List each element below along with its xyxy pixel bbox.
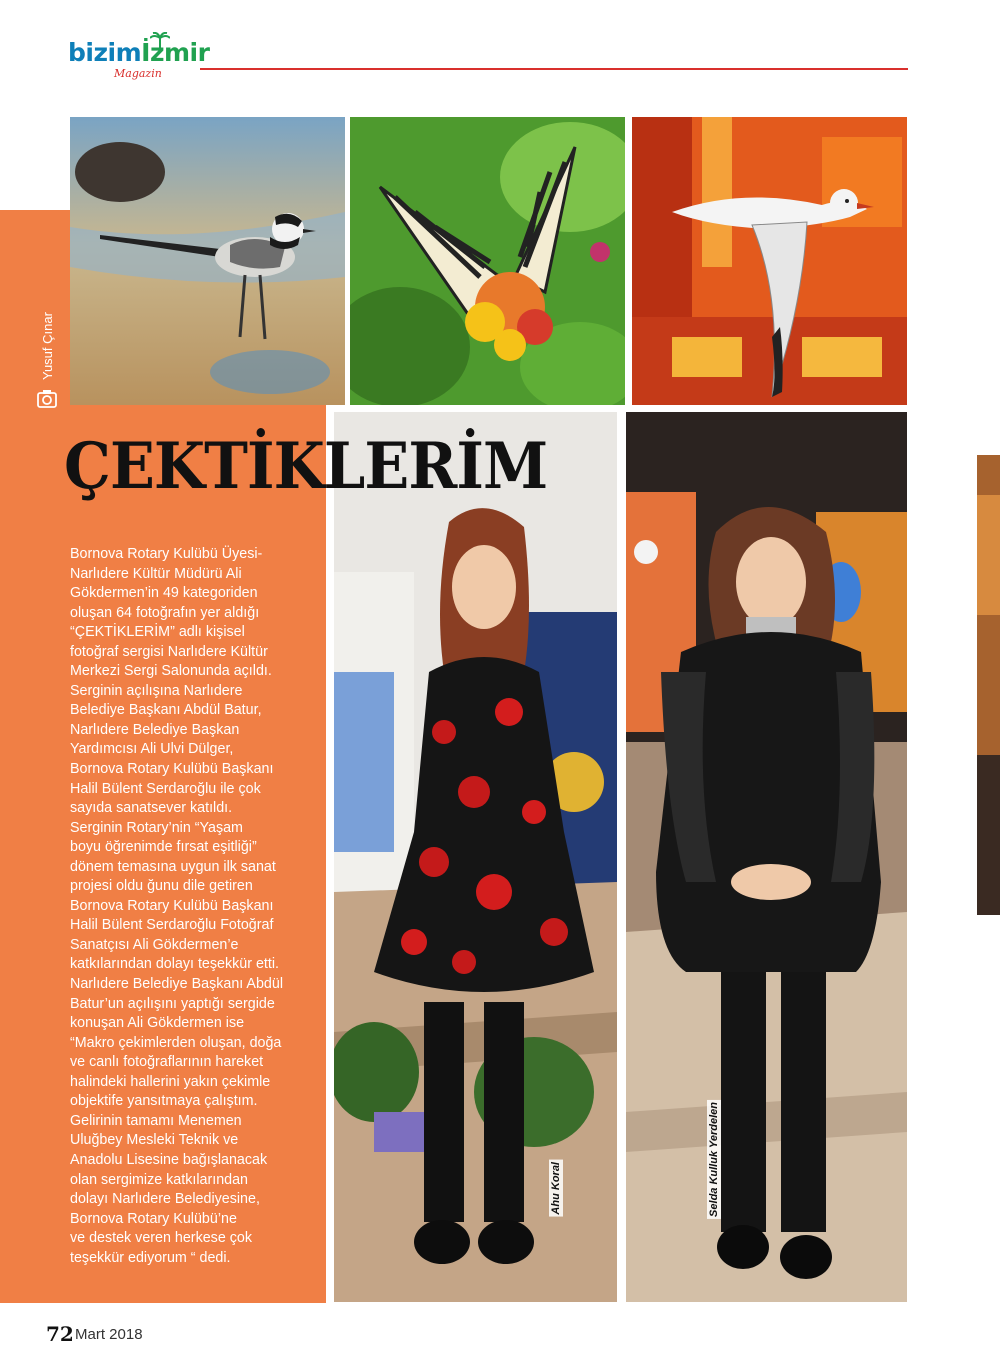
magazine-logo	[68, 38, 218, 88]
photographer-name: Yusuf Çınar	[40, 312, 55, 380]
article-body-line: olan sergimize katkılarından	[70, 1171, 249, 1188]
photo-cropped-edge	[977, 455, 1000, 915]
article-body-line: ve canlı fotoğraflarının hareket	[70, 1054, 264, 1071]
article-body-line: Merkezi Sergi Salonunda açıldı.	[70, 663, 272, 680]
article-body-line: Narlıdere Kültür Müdürü Ali	[70, 565, 242, 582]
palm-tree-icon	[150, 32, 170, 48]
article-body-line: ve destek veren herkese çok	[70, 1230, 252, 1247]
header-rule	[200, 68, 908, 70]
article-body-line: Serginin Rotary’nin “Yaşam	[70, 819, 243, 836]
photo-ahu-koral	[334, 412, 617, 1302]
article-body-line: Halil Bülent Serdaroğlu ile çok	[70, 780, 261, 797]
issue-date: Mart 2018	[75, 1326, 143, 1343]
article-body-line: oluşan 64 fotoğrafın yer aldığı	[70, 604, 260, 621]
article-body-line: Gökdermen’in 49 kategoriden	[70, 585, 258, 602]
article-body-line: Bornova Rotary Kulübü Başkanı	[70, 761, 274, 778]
article-body-line: katkılarından dolayı teşekkür etti.	[70, 956, 280, 973]
article-body-line: sayıda sanatsever katıldı.	[70, 800, 233, 817]
article-body-line: fotoğraf sergisi Narlıdere Kültür	[70, 643, 268, 660]
article-body-line: konuşan Ali Gökdermen ise	[70, 1015, 245, 1032]
article-body-line: “ÇEKTİKLERİM” adlı kişisel	[70, 624, 245, 641]
article-body-line: teşekkür ediyorum “ dedi.	[70, 1249, 231, 1266]
article-body-line: dönem temasına uygun ilk sanat	[70, 858, 276, 875]
article-title: ÇEKTİKLERİM	[64, 429, 548, 504]
photo-wagtail	[70, 117, 345, 405]
photo-butterfly	[350, 117, 625, 405]
logo-text-izmir: İzmir	[141, 38, 210, 67]
article-body	[70, 545, 325, 1268]
logo-subtitle: Magazin	[114, 67, 162, 80]
article-body-line: Narlıdere Belediye Başkanı Abdül	[70, 976, 283, 993]
article-body-line: projesi oldu ğunu dile getiren	[70, 878, 253, 895]
article-body-line: Serginin açılışına Narlıdere	[70, 682, 243, 699]
photo-seagull	[632, 117, 907, 405]
logo-text-bizim: bizim	[68, 38, 142, 67]
article-body-line: Batur’un açılışını yaptığı sergide	[70, 995, 275, 1012]
article-body-line: Sanatçısı Ali Gökdermen’e	[70, 936, 239, 953]
article-body-line: Bornova Rotary Kulübü Üyesi-	[70, 546, 263, 562]
article-body-line: Belediye Başkanı Abdül Batur,	[70, 702, 262, 719]
article-body-line: Halil Bülent Serdaroğlu Fotoğraf	[70, 917, 274, 934]
article-body-line: Anadolu Lisesine bağışlanacak	[70, 1151, 268, 1168]
article-body-line: Bornova Rotary Kulübü Başkanı	[70, 897, 274, 914]
photo-caption-selda-kulluk-yerdelen: Selda Kulluk Yerdelen	[708, 1102, 720, 1217]
article-body-line: boyu öğrenimde fırsat eşitliği”	[70, 839, 257, 856]
photographer-credit	[30, 290, 60, 410]
article-body-line: halindeki hallerini yakın çekimle	[70, 1073, 271, 1090]
article-body-line: “Makro çekimlerden oluşan, doğa	[70, 1034, 282, 1051]
article-body-line: Bornova Rotary Kulübü’ne	[70, 1210, 237, 1227]
article-body-line: dolayı Narlıdere Belediyesine,	[70, 1191, 260, 1208]
photo-selda-kulluk-yerdelen	[626, 412, 907, 1302]
page-number: 72	[46, 1322, 74, 1346]
article-body-line: Uluğbey Mesleki Teknik ve	[70, 1132, 239, 1149]
photo-caption-ahu-koral: Ahu Koral	[550, 1162, 562, 1215]
camera-icon	[36, 388, 58, 410]
article-body-line: Gelirinin tamamı Menemen	[70, 1112, 242, 1129]
article-body-line: Yardımcısı Ali Ulvi Dülger,	[70, 741, 234, 758]
article-body-line: objektife yansıtmaya çalıştım.	[70, 1093, 258, 1110]
article-body-line: Narlıdere Belediye Başkan	[70, 721, 240, 738]
